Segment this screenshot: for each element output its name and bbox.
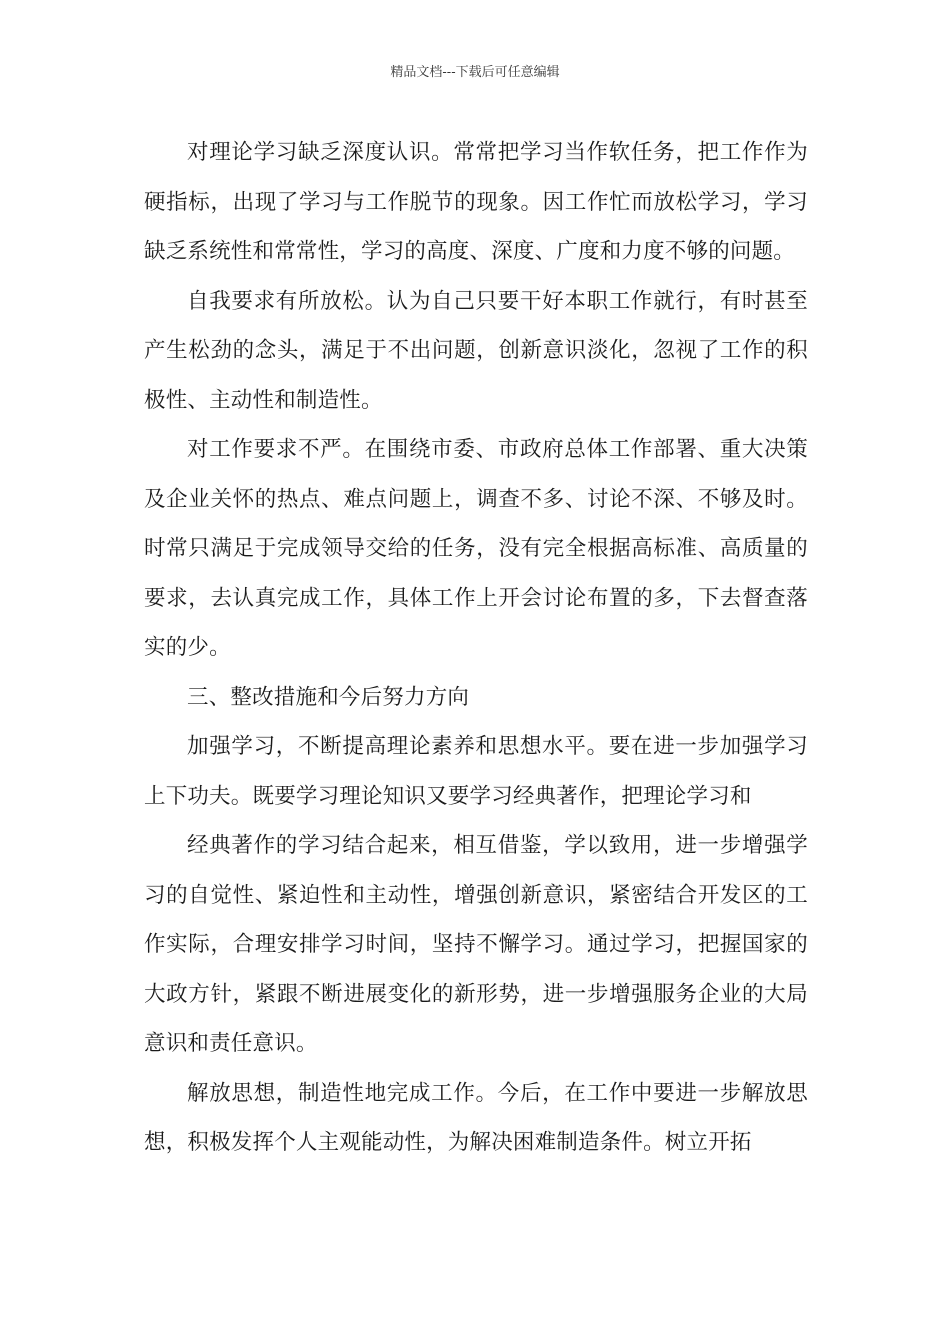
section-heading-rectification: 三、整改措施和今后努力方向 [187,684,470,710]
document-body [144,128,808,1168]
paragraph-classic-works: 经典著作的学习结合起来，相互借鉴，学以致用，进一步增强学习的自觉性、紧迫性和主动性，增强创新意识，紧密结合开发区的工作实际，合理安排学习时间，坚持不懈学习。通过学习，把握国家的大政方针，紧跟不断进展变化的新形势，进一步增强服务企业的大局意识和责任意识。 [144,833,808,1056]
paragraph-self-requirement: 自我要求有所放松。认为自己只要干好本职工作就行，有时甚至产生松劲的念头，满足于不出问题，创新意识淡化，忽视了工作的积极性、主动性和制造性。 [144,288,808,413]
paragraph-theory-study: 对理论学习缺乏深度认识。常常把学习当作软任务，把工作作为硬指标，出现了学习与工作脱节的现象。因工作忙而放松学习，学习缺乏系统性和常常性，学习的高度、深度、广度和力度不够的问题。 [144,140,808,264]
page-header: 精品文档---下载后可任意编辑 [390,65,560,80]
paragraph-work-requirement: 对工作要求不严。在围绕市委、市政府总体工作部署、重大决策及企业关怀的热点、难点问题上，调查不多、讨论不深、不够及时。时常只满足于完成领导交给的任务，没有完全根据高标准、高质量的要求，去认真完成工作，具体工作上开会讨论布置的多，下去督查落实的少。 [144,437,808,660]
paragraph-emancipate-mind: 解放思想，制造性地完成工作。今后，在工作中要进一步解放思想，积极发挥个人主观能动性，为解决困难制造条件。树立开拓 [144,1080,808,1155]
paragraph-strengthen-study: 加强学习，不断提高理论素养和思想水平。要在进一步加强学习上下功夫。既要学习理论知识又要学习经典著作，把理论学习和 [144,734,808,809]
